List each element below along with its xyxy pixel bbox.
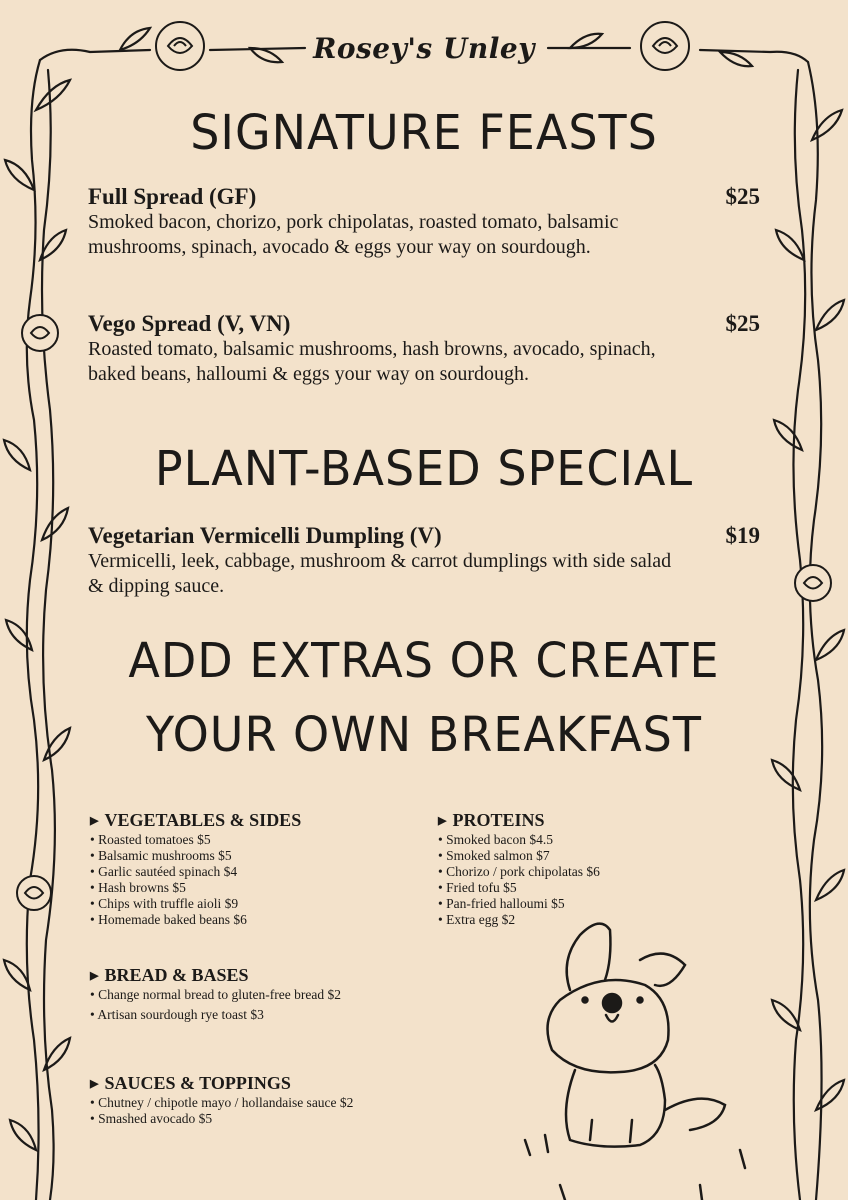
item-description: Vermicelli, leek, cabbage, mushroom & carrot dumplings with side salad & dipping sauce. — [88, 550, 672, 597]
list-item: • Chutney / chipotle mayo / hollandaise sauce $2 — [90, 1095, 354, 1110]
list-item: • Chorizo / pork chipolatas $6 — [438, 864, 600, 879]
triangle-icon: ▶ — [90, 1078, 99, 1090]
list-title: BREAD & BASES — [104, 965, 249, 985]
list-item: • Artisan sourdough rye toast $3 — [90, 1007, 264, 1022]
item-description: Roasted tomato, balsamic mushrooms, hash browns, avocado, spinach, baked beans, halloumi & eggs your way on sourdough. — [88, 338, 656, 385]
item-price: $19 — [725, 523, 760, 548]
list-bread-bases — [90, 964, 341, 1023]
menu-item — [88, 523, 760, 599]
list-item: • Smoked bacon $4.5 — [438, 832, 553, 847]
list-item: • Pan-fried halloumi $5 — [438, 896, 565, 911]
list-item: • Homemade baked beans $6 — [90, 912, 247, 927]
triangle-icon: ▶ — [438, 815, 447, 827]
list-proteins — [438, 809, 600, 928]
list-item: • Hash browns $5 — [90, 880, 186, 895]
list-vegetables-sides — [90, 809, 301, 928]
section-title-extras-line2: YOUR OWN BREAKFAST — [146, 705, 702, 763]
rose-icon — [17, 876, 51, 910]
section-title-plant: PLANT-BASED SPECIAL — [154, 439, 694, 497]
list-item: • Roasted tomatoes $5 — [90, 832, 211, 847]
section-title-extras-line1: ADD EXTRAS OR CREATE — [128, 631, 720, 689]
list-sauces-toppings — [90, 1072, 353, 1127]
list-item: • Change normal bread to gluten-free bread $2 — [90, 987, 342, 1002]
item-description: Smoked bacon, chorizo, pork chipolatas, roasted tomato, balsamic mushrooms, spinach, avocado & eggs your way on sourdough. — [88, 211, 619, 258]
list-item: • Garlic sautéed spinach $4 — [90, 864, 238, 879]
dog-illustration-icon — [525, 924, 745, 1200]
list-item: • Fried tofu $5 — [438, 880, 517, 895]
rose-icon — [22, 315, 58, 351]
list-item: • Chips with truffle aioli $9 — [90, 896, 239, 911]
list-item: • Extra egg $2 — [438, 912, 516, 927]
list-item: • Smoked salmon $7 — [438, 848, 550, 863]
item-name: Vego Spread (V, VN) — [88, 311, 291, 336]
list-title: SAUCES & TOPPINGS — [104, 1073, 291, 1093]
triangle-icon: ▶ — [90, 815, 99, 827]
brand-logo: Rosey's Unley — [313, 32, 535, 65]
rose-icon — [795, 565, 831, 601]
item-name: Full Spread (GF) — [88, 184, 257, 209]
list-title: VEGETABLES & SIDES — [104, 810, 302, 830]
section-title-signature: SIGNATURE FEASTS — [190, 103, 658, 161]
item-price: $25 — [725, 311, 760, 336]
list-title: PROTEINS — [452, 810, 545, 830]
list-item: • Smashed avocado $5 — [90, 1111, 213, 1126]
menu-item — [88, 311, 760, 387]
item-price: $25 — [725, 184, 760, 209]
item-name: Vegetarian Vermicelli Dumpling (V) — [88, 523, 442, 548]
menu-item — [88, 184, 760, 260]
list-item: • Balsamic mushrooms $5 — [90, 848, 232, 863]
triangle-icon: ▶ — [90, 970, 99, 982]
